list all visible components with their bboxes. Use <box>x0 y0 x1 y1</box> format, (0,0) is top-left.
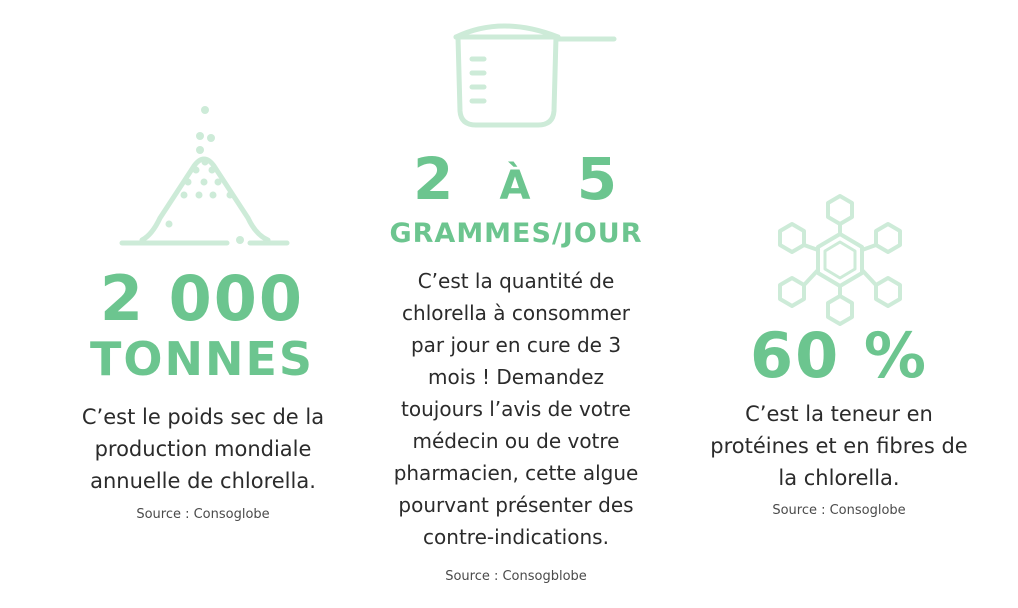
middle-source: Source : Consogblobe <box>445 569 587 584</box>
middle-value-to: 5 <box>576 145 620 213</box>
measuring-scoop-icon <box>450 15 620 130</box>
powder-pile-icon <box>112 100 292 250</box>
molecule-icon <box>770 190 910 330</box>
right-value: 60 % <box>750 319 928 392</box>
left-description: C’est le poids sec de la production mondiale annuelle de chlorella. <box>81 405 325 493</box>
right-stat-block <box>714 319 964 392</box>
middle-value-separator: À <box>499 163 533 209</box>
left-value: 2 000 <box>99 262 305 335</box>
middle-stat-block <box>356 145 676 249</box>
middle-value <box>356 145 676 213</box>
left-unit: TONNES <box>89 332 315 386</box>
right-description: C’est la teneur en protéines et en fibres de la chlorella. <box>710 402 968 490</box>
middle-value-from: 2 <box>412 145 456 213</box>
right-source: Source : Consoglobe <box>772 503 906 518</box>
middle-unit: GRAMMES/JOUR <box>389 218 643 249</box>
middle-description: C’est la quantité de chlorella à consommer par jour en cure de 3 mois ! Demandez toujours l’avis de votre médecin ou de votre pharmacien, cette algue pourvant présenter des contre-indications. <box>393 269 639 549</box>
left-source: Source : Consoglobe <box>136 507 270 522</box>
left-stat-block <box>62 262 342 386</box>
